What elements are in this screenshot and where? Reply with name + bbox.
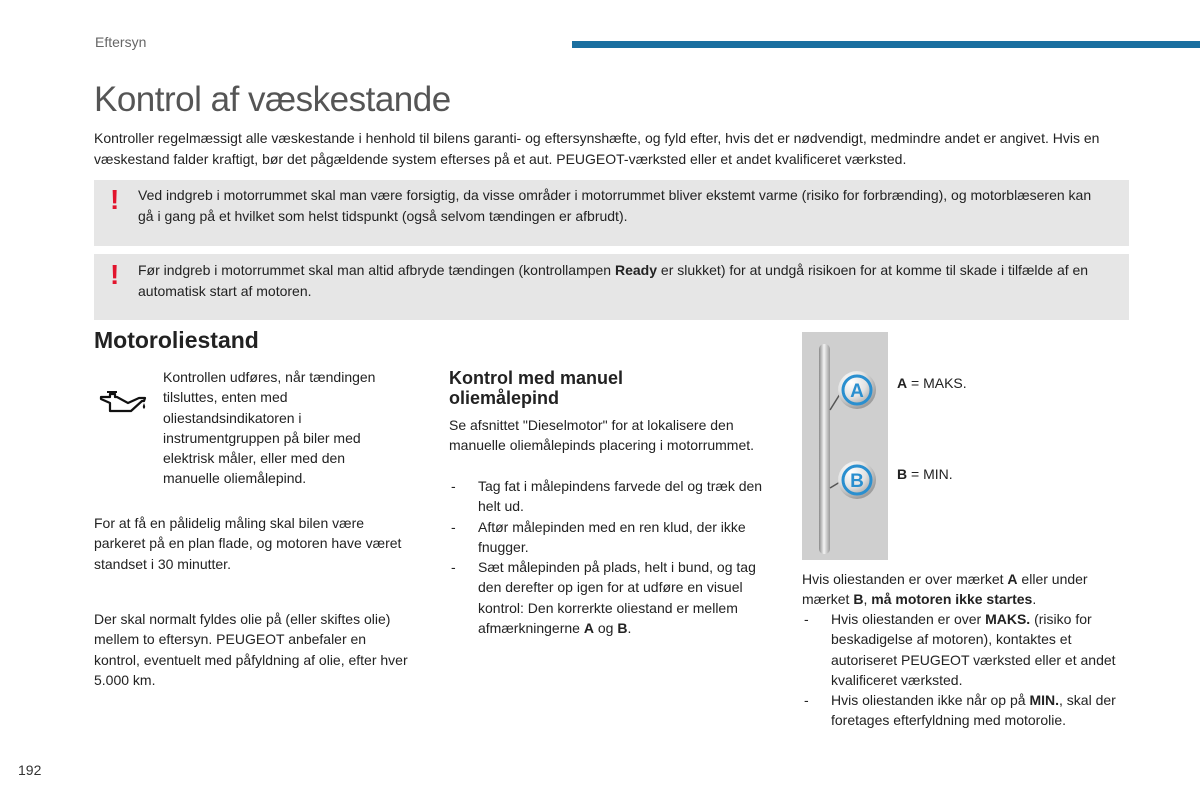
list-item: - Hvis oliestanden er over MAKS. (risiko for beskadigelse af motoren), kontaktes et autoriseret PEUGEOT værksted eller et andet kvalificeret værksted. xyxy=(802,609,1132,690)
dipstick-drawing xyxy=(802,332,888,560)
marker-a: A xyxy=(850,381,864,402)
level-actions-list xyxy=(802,609,1132,731)
oil-can-icon xyxy=(98,388,148,414)
label-maks: A = MAKS. xyxy=(897,375,967,391)
motoroliestand-intro: Kontrollen udføres, når tændingen tilsluttes, enten med oliestandsindikatoren i instrumentgruppen på biler med elektrisk måler, eller med den manuelle oliemålepind. xyxy=(163,369,376,487)
motoroliestand-heading: Motoroliestand xyxy=(94,327,259,353)
warning-icon: ! xyxy=(110,184,120,215)
list-item: - Tag fat i målepindens farvede del og træk den helt ud. xyxy=(449,476,779,517)
label-min: B = MIN. xyxy=(897,466,953,482)
warning-icon: ! xyxy=(110,259,120,290)
motoroliestand-para-2: For at få en pålidelig måling skal bilen være parkeret på en plan flade, og motoren have været standset i 30 minutter. xyxy=(94,515,402,572)
manual-intro: Se afsnittet "Dieselmotor" for at lokalisere den manuelle oliemålepinds placering i motorrummet. xyxy=(449,417,755,454)
warning-box-heat xyxy=(94,180,1129,246)
list-item: - Hvis oliestanden ikke når op på MIN., skal der foretages efterfyldning med motorolie. xyxy=(802,690,1132,731)
warning-text: Ved indgreb i motorrummet skal man være forsigtig, da visse områder i motorrummet bliver ekstemt varme (risiko for forbrænding), og motorblæseren kan gå i gang på et hvilket som helst tidspunkt (også selvom tændingen er afbrudt). xyxy=(138,187,1092,224)
manual-steps xyxy=(449,476,779,638)
warning-text: Før indgreb i motorrummet skal man altid afbryde tændingen (kontrollampen Ready er slukket) for at undgå risikoen for at komme til skade i tilfælde af en automatisk start af motoren. xyxy=(138,262,1089,299)
page-number: 192 xyxy=(18,762,42,778)
list-item: - Sæt målepinden på plads, helt i bund, og tag den derefter op igen for at udføre en visuel kontrol: Den korrerkte oliestand er mellem afmærkningerne A og B. xyxy=(449,557,779,638)
level-warning-paragraph: Hvis oliestanden er over mærket A eller under mærket B, må motoren ikke startes. xyxy=(802,571,1088,608)
intro-paragraph: Kontroller regelmæssigt alle væskestande i henhold til bilens garanti- og eftersynshæfte, og fyld efter, hvis det er nødvendigt, medmindre andet er angivet. Hvis en væskestand falder kraftigt, bør det pågældende system efterses på et aut. PEUGEOT-værksted eller et andet kvalificeret værksted. xyxy=(94,130,1100,167)
header-rule xyxy=(572,41,1200,48)
section-label: Eftersyn xyxy=(95,34,147,50)
ready-label: Ready xyxy=(614,262,658,278)
marker-b: B xyxy=(850,471,864,492)
manual-dipstick-heading: Kontrol med manuel oliemålepind xyxy=(449,368,624,408)
list-item: - Aftør målepinden med en ren klud, der ikke fnugger. xyxy=(449,517,779,558)
warning-box-ignition xyxy=(94,254,1129,320)
page-title: Kontrol af væskestande xyxy=(94,80,451,119)
motoroliestand-para-3: Der skal normalt fyldes olie på (eller skiftes olie) mellem to eftersyn. PEUGEOT anbefaler en kontrol, eventuelt med påfyldning af olie, efter hver 5.000 km. xyxy=(94,611,408,688)
dipstick-illustration xyxy=(802,332,888,560)
